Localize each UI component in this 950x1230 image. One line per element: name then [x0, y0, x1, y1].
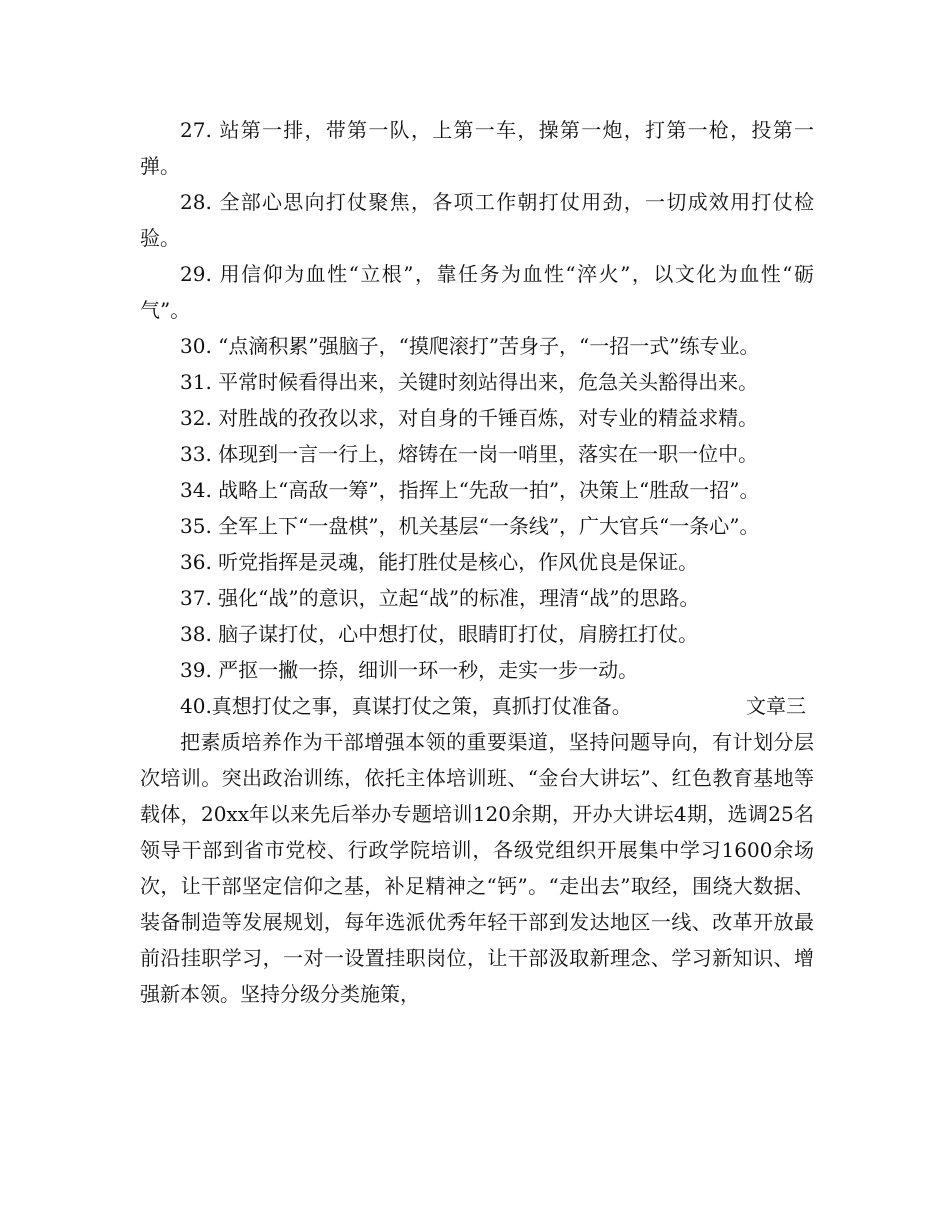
document-body [140, 112, 814, 1012]
list-item-32: 32. 对胜战的孜孜以求，对自身的千锤百炼，对专业的精益求精。 [180, 406, 759, 430]
list-item-36: 36. 听党指挥是灵魂，能打胜仗是核心，作风优良是保证。 [180, 550, 699, 574]
section-label: 文章三 [746, 694, 806, 718]
list-item-31: 31. 平常时候看得出来，关键时刻站得出来，危急关头豁得出来。 [180, 370, 759, 394]
list-item-39: 39. 严抠一撇一捺，细训一环一秒，走实一步一动。 [180, 658, 639, 682]
list-item-38: 38. 脑子谋打仗，心中想打仗，眼睛盯打仗，肩膀扛打仗。 [180, 622, 699, 646]
list-item-40-line [140, 688, 814, 724]
list-item-29: 29. 用信仰为血性“立根”，靠任务为血性“淬火”，以文化为血性“砺气”。 [140, 262, 814, 322]
list-item-33: 33. 体现到一言一行上，熔铸在一岗一哨里，落实在一职一位中。 [180, 442, 759, 466]
list-item-40: 40.真想打仗之事，真谋打仗之策，真抓打仗准备。 [180, 694, 632, 718]
list-item-30: 30. “点滴积累”强脑子，“摸爬滚打”苦身子，“一招一式”练专业。 [180, 334, 760, 358]
list-item-37: 37. 强化“战”的意识，立起“战”的标准，理清“战”的思路。 [180, 586, 700, 610]
list-item-28: 28. 全部心思向打仗聚焦，各项工作朝打仗用劲，一切成效用打仗检验。 [140, 190, 814, 250]
list-item-34: 34. 战略上“高敌一筹”，指挥上“先敌一拍”，决策上“胜敌一招”。 [180, 478, 760, 502]
body-paragraph: 把素质培养作为干部增强本领的重要渠道，坚持问题导向，有计划分层次培训。突出政治训练，依托主体培训班、“金台大讲坛”、红色教育基地等载体，20xx年以来先后举办专题培训120余期，开办大讲坛4期，选调25名领导干部到省市党校、行政学院培训，各级党组织开展集中学习1600余场次，让干部坚定信仰之基，补足精神之“钙”。“走出去”取经，围绕大数据、装备制造等发展规划，每年选派优秀年轻干部到发达地区一线、改革开放最前沿挂职学习，一对一设置挂职岗位，让干部汲取新理念、学习新知识、增强新本领。坚持分级分类施策， [140, 730, 814, 1006]
list-item-35: 35. 全军上下“一盘棋”，机关基层“一条线”，广大官兵“一条心”。 [180, 514, 760, 538]
list-item-27: 27. 站第一排，带第一队，上第一车，操第一炮，打第一枪，投第一弹。 [140, 118, 814, 178]
